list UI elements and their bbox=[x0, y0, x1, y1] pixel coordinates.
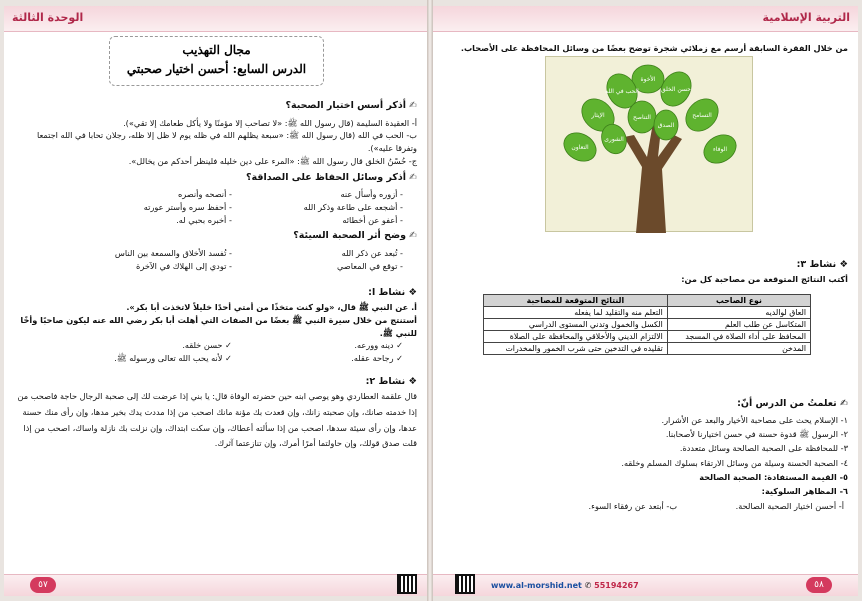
list-item: - أعفو عن أخطائه bbox=[342, 214, 403, 225]
lesson-banner bbox=[109, 36, 324, 86]
tree-icon bbox=[544, 57, 752, 233]
learned-heading: ✍ تعلمتُ من الدرس أنّ: bbox=[737, 398, 848, 409]
list-item: - أحفظ سره وأستر عورته bbox=[143, 201, 232, 212]
left-footer-band bbox=[4, 574, 427, 596]
tree-intro: من خلال الفقرة السابقة أرسم مع زملائي شجرة توضح بعضًا من وسائل المحافظة على الأصحاب. bbox=[460, 43, 848, 53]
page-number: ٥٨ bbox=[806, 577, 832, 593]
table-cell: تقليده في التدخين حتى شرب الخمور والمخدرات bbox=[484, 343, 668, 355]
page-number: ٥٧ bbox=[30, 577, 56, 593]
learned-item: ٣- للمحافظة على الصحبة الصالحة وسائل متعددة. bbox=[679, 443, 848, 454]
diamond-icon: ❖ bbox=[405, 287, 417, 299]
qr-code-icon bbox=[455, 574, 475, 594]
activity1-question: أستنتج من خلال سيرة النبي ﷺ بعضًا من الصفات التي أهلت أبا بكر رضي الله عنه ليكون صاحبًا وأخًا للنبي ﷺ. bbox=[20, 314, 417, 338]
tree-leaf-label: الوفاء bbox=[712, 146, 728, 153]
sec1-item: أ- العقيدة السليمة (قال رسول الله ﷺ: «لا تصاحب إلا مؤمنًا ولا يأكل طعامك إلا تقي»). bbox=[123, 117, 417, 128]
tree-leaf-label: حسن الخلق bbox=[661, 86, 691, 93]
table-row bbox=[484, 331, 811, 343]
domain-title: مجال التهذيب bbox=[182, 43, 251, 57]
table-cell: الكسل والخمول وتدني المستوى الدراسي bbox=[484, 319, 668, 331]
table-row bbox=[484, 307, 811, 319]
behavior-row bbox=[443, 499, 848, 513]
list-item: - توقع في المعاصي bbox=[336, 260, 403, 271]
list-row bbox=[14, 201, 417, 214]
subject-title: التربية الإسلامية bbox=[762, 11, 850, 24]
table-cell: التعلم منه والتقليد لما يفعله bbox=[484, 307, 668, 319]
table-cell: المدخن bbox=[667, 343, 810, 355]
left-content bbox=[14, 96, 417, 452]
list-item: - أزوره وأسأل عنه bbox=[340, 189, 403, 200]
learned-item: ٤- الصحبة الحسنة وسيلة من وسائل الارتقاء بسلوك المسلم وخلقه. bbox=[621, 457, 848, 468]
list-row bbox=[14, 339, 417, 352]
learned-block bbox=[443, 396, 848, 513]
list-item: ✓ حسن خلقه. bbox=[182, 340, 232, 351]
diamond-icon: ❖ bbox=[836, 259, 848, 270]
list-row bbox=[14, 188, 417, 201]
tree-leaf-label: التعاون bbox=[571, 144, 589, 151]
activity1-heading: ❖ نشاط ا: bbox=[368, 287, 417, 299]
behavior-item: ب- أبتعد عن رفقاء السوء. bbox=[588, 500, 678, 511]
lesson-title: الدرس السابع: أحسن اختيار صحبتي bbox=[126, 62, 307, 76]
right-page bbox=[433, 6, 858, 596]
learned-item: ١- الإسلام يحث على مصاحبة الأخيار والبعد عن الأشرار. bbox=[661, 414, 848, 425]
tree-leaf-label: الإيثار bbox=[591, 112, 605, 119]
footer-url: www.al-morshid.net bbox=[491, 581, 582, 590]
tree-leaf-label: الشورى bbox=[604, 136, 624, 143]
table-cell: المتكاسل عن طلب العلم bbox=[667, 319, 810, 331]
pen-icon: ✍ bbox=[836, 398, 848, 409]
list-row bbox=[14, 247, 417, 260]
tree-leaf-label: التناصح bbox=[633, 114, 651, 121]
activity2-text: قال علقمة العطاردي وهو يوصي ابنه حين حضرته الوفاة قال: يا بني إذا عرضت لك إلى صحبة الرجال حاجة فاصحب من إذا خدمته صانك، وإن صحبته زانك، وإن قعدت بك مؤنة مانك اصحب من إذا مددت يدك بخير مدها، وإن رأى منك حسنة عدها، وإن رأى سيئة سدها، اصحب من إذا سألته أعطاك، وإن سكت ابتداك، وإن نزلت بك نازلة واساك، اصحب من إذا قلت صدق قولك، وإن حاولتما أمرًا أمرك، وإن تنازعتما آثرك. bbox=[17, 391, 417, 449]
activity3-block bbox=[443, 258, 848, 285]
table-row bbox=[484, 319, 811, 331]
tree-illustration bbox=[545, 56, 753, 232]
footer-contact bbox=[491, 581, 639, 590]
sec1-item: ج- حُسْنُ الخلق قال رسول الله ﷺ: «المرء على دين خليله فلينظر أحدكم من يخالل». bbox=[128, 155, 417, 166]
list-row bbox=[14, 214, 417, 227]
tree-leaf-label: الصدق bbox=[657, 122, 675, 129]
tree-leaf-label: التسامح bbox=[692, 112, 712, 119]
list-row bbox=[14, 260, 417, 273]
qr-code-icon bbox=[397, 574, 417, 594]
diamond-icon: ❖ bbox=[405, 375, 417, 387]
left-page bbox=[4, 6, 427, 596]
list-item: - أخبره بحبي له. bbox=[176, 214, 232, 225]
list-item: - أنصحه وأنصره bbox=[178, 189, 232, 200]
list-item: ✓ دينه وورعه. bbox=[354, 340, 403, 351]
table-header: نوع الصاحب bbox=[667, 295, 810, 307]
list-item: - تُبعد عن ذكر الله bbox=[341, 248, 403, 259]
list-row bbox=[14, 352, 417, 365]
activity3-question: أكتب النتائج المتوقعة من مصاحبة كل من: bbox=[681, 273, 848, 284]
sec1-item: ب- الحب في الله (قال رسول الله ﷺ: «سبعة يظلهم الله في ظله يوم لا ظل إلا ظله، رجلان تحابا في الله اجتمعا وتفرقا عليه»). bbox=[36, 130, 417, 154]
pen-icon: ✍ bbox=[409, 230, 417, 242]
list-item: ✓ رجاحة عقله. bbox=[351, 353, 403, 364]
pen-icon: ✍ bbox=[409, 100, 417, 111]
list-item: - أشجعه على طاعة وذكر الله bbox=[303, 201, 403, 212]
table-header: النتائج المتوقعة للمصاحبة bbox=[484, 295, 668, 307]
sec2-heading: ✍أذكر وسائل الحفاظ على الصداقة؟ bbox=[246, 171, 417, 183]
tree-leaf-label: الحب في الله bbox=[605, 88, 639, 95]
behavior-item: أ- أحسن اختيار الصحبة الصالحة. bbox=[735, 500, 844, 511]
list-item: - تُفسد الأخلاق والسمعة بين الناس bbox=[114, 248, 232, 259]
table-cell: المحافظ على أداء الصلاة في المسجد bbox=[667, 331, 810, 343]
learned-item: ٦- المظاهر السلوكية: bbox=[761, 486, 848, 497]
companion-results-table bbox=[483, 294, 811, 355]
table-cell: العاق لوالديه bbox=[667, 307, 810, 319]
learned-item: ٥- القيمة المستفادة: الصحبة الصالحة bbox=[699, 472, 848, 482]
activity1-hadith: أ. عن النبي ﷺ قال، «ولو كنت متخذًا من أمتي أحدًا خليلاً لاتخذت أبا بكر». bbox=[126, 302, 417, 313]
activity2-heading: ❖ نشاط ٢: bbox=[365, 375, 417, 387]
pen-icon: ✍ bbox=[409, 171, 417, 183]
phone-icon: ✆ bbox=[584, 581, 595, 590]
table-row bbox=[484, 343, 811, 355]
footer-phone: 55194267 bbox=[594, 581, 639, 590]
list-item: ✓ لأنه يحب الله تعالى ورسوله ﷺ. bbox=[114, 353, 232, 364]
learned-item: ٢- الرسول ﷺ قدوة حسنة في حسن اختيارنا لأصحابنا. bbox=[665, 428, 848, 439]
activity3-heading: ❖ نشاط ٣: bbox=[796, 259, 848, 270]
table-cell: الالتزام الديني والأخلاقي والمحافظة على الصلاة bbox=[484, 331, 668, 343]
sec1-heading: ✍أذكر أسس اختيار الصحبة؟ bbox=[285, 100, 417, 111]
list-item: - تودي إلى الهلاك في الآخرة bbox=[136, 260, 232, 271]
tree-leaf-label: الأخوة bbox=[640, 76, 656, 83]
sec3-heading: ✍وضح أثر الصحبة السيئة؟ bbox=[293, 230, 417, 242]
unit-title: الوحدة الثالثة bbox=[12, 11, 84, 24]
